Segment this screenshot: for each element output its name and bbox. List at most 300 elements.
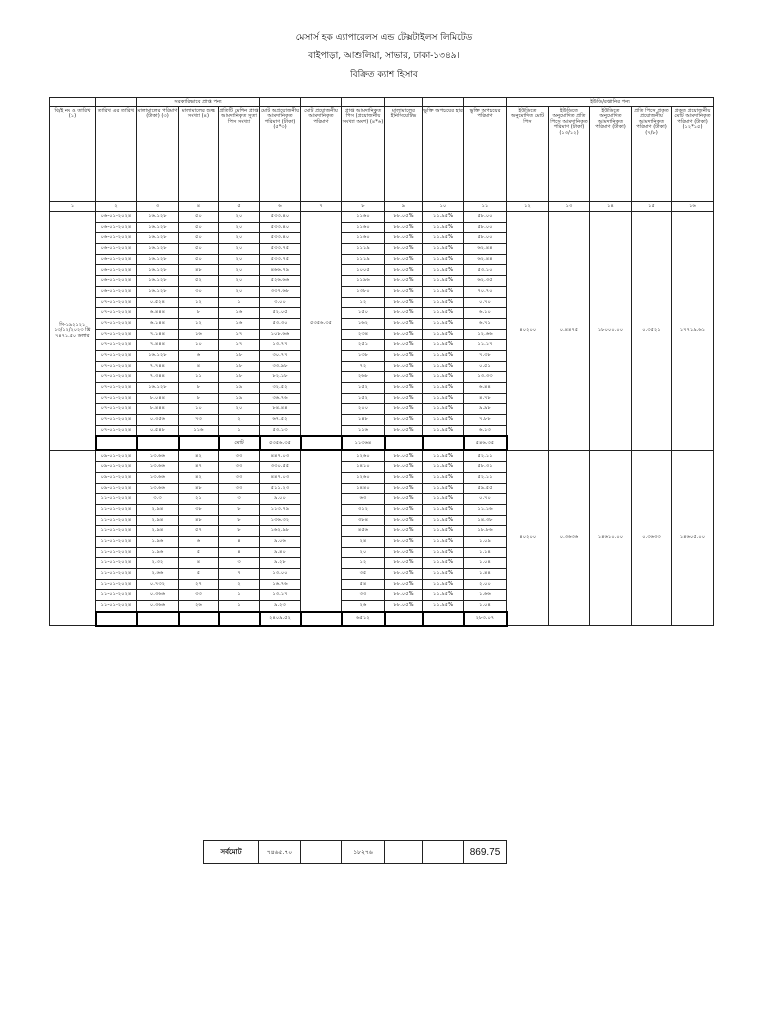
duty-count-cell: ৪ [179, 558, 219, 569]
export-col13-cell: ০.৩৬৩৬ [549, 450, 590, 625]
wastage-amount-cell: ৬.১৩ [464, 425, 507, 436]
piece-count-cell: ১৮ [219, 361, 260, 372]
duty-count-cell: ৫০ [179, 222, 219, 233]
wastage-rate-cell: ১১.৯৫% [423, 276, 464, 287]
column-header: মালামালের পরিমাণ (টাকা) (৩) [137, 107, 179, 202]
piece-count-cell: ৪ [219, 547, 260, 558]
document-title: বিক্রিত ক্যাশ হিসাব [350, 70, 418, 80]
piece-count-cell: ১৯ [219, 383, 260, 394]
total-amount-cell: ৫৩.১৩ [260, 425, 301, 436]
subtotal-empty [423, 612, 464, 626]
piece-count-cell: ৩৩ [219, 450, 260, 461]
wastage-rate-cell: ১১.৯৫% [423, 361, 464, 372]
date-cell: ০৯-০১-২০২৪ [96, 462, 137, 473]
piece-count-cell: ৩৩ [219, 483, 260, 494]
column-number: ১০ [423, 202, 464, 212]
wastage-amount-cell: ১.০৪ [464, 601, 507, 612]
wastage-amount-cell: ৭০.৭০ [464, 286, 507, 297]
amount-cell: ১৬.১২৮ [137, 265, 179, 276]
wastage-rate-cell: ১১.৯৫% [423, 404, 464, 415]
total-amount-cell: ৪৪৭.০৩ [260, 450, 301, 461]
subtotal-empty [301, 436, 342, 450]
date-cell: ১১-০১-২০২৪ [96, 590, 137, 601]
amount-cell: ৭.৪৪৪ [137, 340, 179, 351]
wastage-rate-cell: ১১.৯৫% [423, 425, 464, 436]
piece-count-cell: ৩৩ [219, 462, 260, 473]
column-number: ৭ [301, 202, 342, 212]
received-pieces-cell: ১৪৪০ [342, 483, 385, 494]
received-pieces-cell: ১২৬০ [342, 450, 385, 461]
column-header: ইউডিতে অনুমোদিত আমদানিকৃত পরিমাণ (টাকা) [590, 107, 632, 202]
total-amount-cell: ৮৪.৪৪ [260, 404, 301, 415]
amount-cell: ১.৯৬ [137, 547, 179, 558]
initiative-cell: ৮৮.০৫% [385, 504, 423, 515]
total-amount-cell: ৫৩৩.৭৫ [260, 244, 301, 255]
column-number-row [50, 202, 714, 212]
wastage-rate-cell: ১১.৯৫% [423, 318, 464, 329]
initiative-cell: ৮৮.০৫% [385, 515, 423, 526]
export-col13-cell: ০.৪৪৭৫ [549, 212, 590, 451]
duty-count-cell: ৩০ [179, 286, 219, 297]
cash-account-table [49, 97, 714, 627]
received-pieces-cell: ১৩৮ [342, 350, 385, 361]
duty-count-cell: ৫৭ [179, 526, 219, 537]
piece-count-cell: ১ [219, 297, 260, 308]
wastage-amount-cell: ৫২.১১ [464, 450, 507, 461]
export-col16-cell: ১৪৬০৫.০০ [672, 450, 714, 625]
wastage-rate-cell: ১১.৯৫% [423, 601, 464, 612]
total-amount-cell: ৩৩০.৫৫ [260, 462, 301, 473]
amount-cell: ১৩.৬৬ [137, 450, 179, 461]
column-header: মোট অপ্রয়োজনীয় আমদানিকৃত পরিমাণ (টাকা) (৫*৩) [260, 107, 301, 202]
piece-count-cell: ৭ [219, 569, 260, 580]
wastage-rate-cell: ১১.৯৫% [423, 579, 464, 590]
wastage-amount-cell: ৬২.৩৫ [464, 276, 507, 287]
date-cell: ০৯-০১-২০২৪ [96, 483, 137, 494]
column-number: ৬ [260, 202, 301, 212]
date-cell: ১১-০১-২০২৪ [96, 515, 137, 526]
wastage-amount-cell: ০.৫১ [464, 361, 507, 372]
total-amount-cell: ৫৩.৩০ [260, 318, 301, 329]
amount-cell: ১৬.১২৮ [137, 222, 179, 233]
duty-count-cell: ৭৩ [179, 415, 219, 426]
received-pieces-cell: ৭২ [342, 361, 385, 372]
subtotal-pieces: ১১৩৬৪ [342, 436, 385, 450]
total-amount-cell: ৩৩.৯৮ [260, 361, 301, 372]
amount-cell: ২.৬৬ [137, 569, 179, 580]
amount-cell: ১৬.১২৮ [137, 244, 179, 255]
duty-count-cell: ৪৮ [179, 515, 219, 526]
grand-total-empty [423, 841, 464, 864]
wastage-rate-cell: ১১.৯৫% [423, 547, 464, 558]
received-pieces-cell: ১১৬০ [342, 233, 385, 244]
received-pieces-cell: ১১৬০ [342, 212, 385, 223]
total-amount-cell: ৫২.০৫ [260, 308, 301, 319]
received-pieces-cell: ১১৯৬ [342, 276, 385, 287]
subtotal-empty [179, 436, 219, 450]
company-address: বাইপাড়া, আশুলিয়া, সাভার, ঢাকা-১৩৪৯। [308, 51, 460, 61]
wastage-rate-cell: ১১.৯৫% [423, 308, 464, 319]
duty-count-cell: ৫২ [179, 276, 219, 287]
duty-count-cell: ২৬ [179, 601, 219, 612]
column-number: ১১ [464, 202, 507, 212]
piece-count-cell: ১৮ [219, 350, 260, 361]
initiative-cell: ৮৮.০৫% [385, 462, 423, 473]
wastage-amount-cell: ১.৪৪ [464, 569, 507, 580]
wastage-amount-cell: ১১.১৬ [464, 504, 507, 515]
table-header [50, 98, 714, 212]
duty-count-cell: ১২ [179, 318, 219, 329]
total-amount-cell: ৯.০০ [260, 494, 301, 505]
piece-count-cell: ২০ [219, 244, 260, 255]
initiative-cell: ৮৮.০৫% [385, 372, 423, 383]
amount-cell: ০.৭৩২ [137, 579, 179, 590]
amount-cell: ০.৩৬৬ [137, 601, 179, 612]
total-amount-cell: ৩৩৭.৬৮ [260, 286, 301, 297]
date-cell: ১১-০১-২০২৪ [96, 494, 137, 505]
subtotal-label: মোট [219, 436, 260, 450]
wastage-rate-cell: ১১.৯৫% [423, 254, 464, 265]
received-pieces-cell: ৪৫৬ [342, 526, 385, 537]
initiative-cell: ৮৮.০৫% [385, 601, 423, 612]
initiative-cell: ৮৮.০৫% [385, 233, 423, 244]
wastage-rate-cell: ১১.৯৫% [423, 450, 464, 461]
amount-cell: ০.৫২৪ [137, 297, 179, 308]
wastage-rate-cell: ১১.৯৫% [423, 536, 464, 547]
received-pieces-cell: ৩১২ [342, 504, 385, 515]
wastage-amount-cell: ১.১৪ [464, 547, 507, 558]
piece-count-cell: ২০ [219, 265, 260, 276]
duty-count-cell: ৪৮ [179, 265, 219, 276]
initiative-cell: ৮৮.০৫% [385, 569, 423, 580]
subtotal-label [219, 612, 260, 626]
date-cell: ০৭-০১-২০২৪ [96, 350, 137, 361]
wastage-rate-cell: ১১.৯৫% [423, 558, 464, 569]
initiative-cell: ৮৮.০৫% [385, 350, 423, 361]
initiative-cell: ৮৮.০৫% [385, 222, 423, 233]
total-amount-cell: ১১৩.৭৯ [260, 504, 301, 515]
column-number: ২ [96, 202, 137, 212]
wastage-rate-cell: ১১.৯৫% [423, 504, 464, 515]
column-number: ১৩ [549, 202, 590, 212]
duty-count-cell: ৫০ [179, 254, 219, 265]
total-amount-cell: ৯.২৮ [260, 558, 301, 569]
wastage-rate-cell: ১১.৯৫% [423, 590, 464, 601]
received-pieces-cell: ১৪৮ [342, 415, 385, 426]
piece-count-cell: ২ [219, 415, 260, 426]
initiative-cell: ৮৮.০৫% [385, 383, 423, 394]
total-amount-cell: ৬৭.৫২ [260, 415, 301, 426]
initiative-cell: ৮৮.০৫% [385, 526, 423, 537]
required-amount-cell: ৫৩৫৬.৩৫ [301, 212, 342, 437]
wastage-rate-cell: ১১.৯৫% [423, 329, 464, 340]
received-pieces-cell: ১৩৮০ [342, 286, 385, 297]
wastage-rate-cell: ১১.৯৫% [423, 393, 464, 404]
initiative-cell: ৮৮.০৫% [385, 404, 423, 415]
amount-cell: ১৩.৬৬ [137, 472, 179, 483]
column-header: ইউডিতে অনুমোদিত মোট পিস [507, 107, 549, 202]
date-cell: ০৬-০১-২০২৪ [96, 286, 137, 297]
grand-total-pieces: ১৮২৭৬ [342, 841, 385, 864]
piece-count-cell: ২০ [219, 222, 260, 233]
wastage-amount-cell: ১.৬৬ [464, 590, 507, 601]
subtotal-empty [137, 612, 179, 626]
wastage-amount-cell: ৭.৩৮ [464, 350, 507, 361]
duty-count-cell: ১১৬ [179, 425, 219, 436]
total-amount-cell: ৩৬.৭৬ [260, 393, 301, 404]
wastage-amount-cell: ৫২.১১ [464, 472, 507, 483]
wastage-rate-cell: ১১.৯৫% [423, 297, 464, 308]
amount-cell: ০.৫৪৮ [137, 425, 179, 436]
column-header: ভুক্তি অপচয়ের হার [423, 107, 464, 202]
subtotal-empty [179, 612, 219, 626]
received-pieces-cell: ২৬৮ [342, 372, 385, 383]
initiative-cell: ৮৮.০৫% [385, 483, 423, 494]
export-col12-cell: ৪০২০০ [507, 212, 549, 451]
total-amount-cell: ৩০.৭৭ [260, 350, 301, 361]
received-pieces-cell: ১১৬ [342, 425, 385, 436]
column-number: ৮ [342, 202, 385, 212]
duty-count-cell: ৫০ [179, 244, 219, 255]
date-cell: ১১-০১-২০২৪ [96, 558, 137, 569]
column-header: প্রাপ্ত আমদানিকৃত পিস (প্রয়োজনীয় সংখ্যা অংশ) (৪*৬) [342, 107, 385, 202]
piece-count-cell: ১৭ [219, 340, 260, 351]
duty-count-cell: ১১ [179, 372, 219, 383]
wastage-amount-cell: ১৪.৩৮ [464, 515, 507, 526]
amount-cell: ৭.৩৪৪ [137, 372, 179, 383]
date-cell: ১১-০১-২০২৪ [96, 547, 137, 558]
total-amount-cell: ৫৩৩.৪০ [260, 222, 301, 233]
received-pieces-cell: ১৫২ [342, 393, 385, 404]
date-cell: ০৯-০১-২০২৪ [96, 472, 137, 483]
export-col16-cell: ১৭৭১৯.৬১ [672, 212, 714, 451]
initiative-cell: ৮৮.০৫% [385, 276, 423, 287]
grand-total-table [203, 840, 507, 864]
amount-cell: ৬.৪৪৪ [137, 308, 179, 319]
amount-cell: ১৬.১২৮ [137, 276, 179, 287]
column-number: ৪ [179, 202, 219, 212]
amount-cell: ৭.৭৪৪ [137, 361, 179, 372]
received-pieces-cell: ৫৪ [342, 579, 385, 590]
duty-count-cell: ১২ [179, 297, 219, 308]
duty-count-cell: ১০ [179, 404, 219, 415]
duty-count-cell: ৫ [179, 569, 219, 580]
date-cell: ০৭-০১-২০২৪ [96, 318, 137, 329]
piece-count-cell: ১৮ [219, 372, 260, 383]
amount-cell: ১৩.৬৬ [137, 462, 179, 473]
duty-count-cell: ৫ [179, 547, 219, 558]
piece-count-cell: ৩ [219, 494, 260, 505]
piece-count-cell: ১৯ [219, 393, 260, 404]
wastage-amount-cell: ১.০৯ [464, 536, 507, 547]
received-pieces-cell: ১৫২ [342, 383, 385, 394]
total-amount-cell: ৫১১.২৩ [260, 483, 301, 494]
piece-count-cell: ২০ [219, 286, 260, 297]
amount-cell: ১৩.৬৬ [137, 483, 179, 494]
wastage-amount-cell: ১২.৬৬ [464, 329, 507, 340]
wastage-amount-cell: ৫৯.৫৫ [464, 483, 507, 494]
total-amount-cell: ১৬২.৯৮ [260, 526, 301, 537]
piece-count-cell: ২০ [219, 233, 260, 244]
amount-cell: ০.৩৬৬ [137, 590, 179, 601]
initiative-cell: ৮৮.০৫% [385, 286, 423, 297]
initiative-cell: ৮৮.০৫% [385, 361, 423, 372]
duty-count-cell: ৪৭ [179, 462, 219, 473]
column-header: মালামালের শুল্ক সংখ্যা (৪) [179, 107, 219, 202]
wastage-rate-cell: ১১.৯৫% [423, 265, 464, 276]
table-body [50, 212, 714, 626]
duty-count-cell: ১৬ [179, 329, 219, 340]
total-amount-cell: ৫৩৩.৪০ [260, 233, 301, 244]
subtotal-empty [96, 436, 137, 450]
wastage-rate-cell: ১১.৯৫% [423, 372, 464, 383]
initiative-cell: ৮৮.০৫% [385, 590, 423, 601]
total-amount-cell: ৯.৪০ [260, 547, 301, 558]
duty-count-cell: ৮ [179, 393, 219, 404]
piece-count-cell: ১ [219, 601, 260, 612]
column-header: মোট প্রয়োজনীয় আমদানিকৃত পরিমাণ [301, 107, 342, 202]
group-header-received: সরকারিভাবে প্রাপ্ত পন্য [137, 98, 260, 107]
wastage-amount-cell: ৫৩.১০ [464, 265, 507, 276]
initiative-cell: ৮৮.০৫% [385, 472, 423, 483]
column-header: ভুক্তি অপচয়ের পরিমাণ [464, 107, 507, 202]
subtotal-empty [385, 612, 423, 626]
total-amount-cell: ৩২.৫২ [260, 383, 301, 394]
date-cell: ০৭-০১-২০২৪ [96, 329, 137, 340]
received-pieces-cell: ১১১৯ [342, 244, 385, 255]
total-amount-cell: ৫৩৩.৪০ [260, 212, 301, 223]
duty-count-cell: ৬ [179, 350, 219, 361]
amount-cell: ৮.৪৪৪ [137, 404, 179, 415]
initiative-cell: ৮৮.০৫% [385, 297, 423, 308]
date-cell: ১১-০১-২০২৪ [96, 526, 137, 537]
column-header: প্রতিটি মেশিন প্রাপ্ত আমদানিকৃত সুতা পিস সংখ্যা [219, 107, 260, 202]
total-amount-cell: ১৬.৭৬ [260, 579, 301, 590]
received-pieces-cell: ৩৩ [342, 590, 385, 601]
duty-count-cell: ৫০ [179, 233, 219, 244]
received-pieces-cell: ২৩৪ [342, 329, 385, 340]
wastage-amount-cell: ৬২.৪৪ [464, 244, 507, 255]
date-cell: ১১-০১-২০২৪ [96, 579, 137, 590]
subtotal-empty [137, 436, 179, 450]
piece-count-cell: ২০ [219, 404, 260, 415]
subtotal-empty [96, 612, 137, 626]
received-pieces-cell: ১৪১০ [342, 462, 385, 473]
initiative-cell: ৮৮.০৫% [385, 393, 423, 404]
subtotal-pieces: ৬৫১২ [342, 612, 385, 626]
total-amount-cell: ১০৮.৬৬ [260, 329, 301, 340]
wastage-rate-cell: ১১.৯৫% [423, 212, 464, 223]
amount-cell: ০.৩৫৬ [137, 415, 179, 426]
wastage-amount-cell: ৫৮.৩১ [464, 462, 507, 473]
table-row [50, 450, 714, 461]
wastage-rate-cell: ১১.৯৫% [423, 462, 464, 473]
received-pieces-cell: ১৬২ [342, 318, 385, 329]
wastage-amount-cell: ১৩.৩৩ [464, 372, 507, 383]
received-pieces-cell: ২৫১ [342, 340, 385, 351]
amount-cell: ৩.৩ [137, 494, 179, 505]
wastage-amount-cell: ২.০০ [464, 579, 507, 590]
total-amount-cell: ৫২৬.৬৬ [260, 276, 301, 287]
received-pieces-cell: ১২ [342, 297, 385, 308]
wastage-amount-cell: ৯.৯৮ [464, 404, 507, 415]
be-number-cell [50, 450, 96, 625]
grand-total-empty [301, 841, 342, 864]
amount-cell: ১৬.১২৮ [137, 254, 179, 265]
piece-count-cell: ৪ [219, 536, 260, 547]
piece-count-cell: ৮ [219, 526, 260, 537]
piece-count-cell: ২ [219, 579, 260, 590]
amount-cell: ১৬.১২৮ [137, 286, 179, 297]
column-header: বি/ই নং ও তারিখ (১) [50, 107, 96, 202]
export-col12-cell: ৪০২০০ [507, 450, 549, 625]
wastage-amount-cell: ১৮.৮৬ [464, 526, 507, 537]
received-pieces-cell: ১১১৯ [342, 254, 385, 265]
wastage-amount-cell: ৫৮.০০ [464, 222, 507, 233]
initiative-cell: ৮৮.০৫% [385, 254, 423, 265]
wastage-amount-cell: ০.৭০ [464, 297, 507, 308]
duty-count-cell: ৬ [179, 536, 219, 547]
wastage-rate-cell: ১১.৯৫% [423, 483, 464, 494]
wastage-rate-cell: ১১.৯৫% [423, 494, 464, 505]
received-pieces-cell: ১০০৫ [342, 265, 385, 276]
table-row [50, 212, 714, 223]
initiative-cell: ৮৮.০৫% [385, 536, 423, 547]
date-cell: ০৬-০১-২০২৪ [96, 212, 137, 223]
date-cell: ০৭-০১-২০২৪ [96, 308, 137, 319]
wastage-amount-cell: ৫৮.০০ [464, 233, 507, 244]
date-cell: ০৭-০১-২০২৪ [96, 425, 137, 436]
date-cell: ১১-০১-২০২৪ [96, 569, 137, 580]
initiative-cell: ৮৮.০৫% [385, 494, 423, 505]
amount-cell: ৮.০৪৪ [137, 393, 179, 404]
received-pieces-cell: ৩৫ [342, 569, 385, 580]
column-header: প্রতি পিসে প্রকৃত প্রয়োজনীয় আমদানিকৃত পরিমাণ (টাকা) (৭/৮) [632, 107, 672, 202]
export-col14-cell: ১৮০০০.০০ [590, 212, 632, 451]
initiative-cell: ৮৮.০৫% [385, 547, 423, 558]
column-number: ১৫ [632, 202, 672, 212]
duty-count-cell: ২১ [179, 494, 219, 505]
piece-count-cell: ৩ [219, 558, 260, 569]
amount-cell: ১.৯৬ [137, 536, 179, 547]
total-amount-cell: ৪৬৬.৭৯ [260, 265, 301, 276]
received-pieces-cell: ২০০ [342, 404, 385, 415]
date-cell: ১১-০১-২০২৪ [96, 536, 137, 547]
duty-count-cell: ৪২ [179, 472, 219, 483]
total-amount-cell: ৫৩৩.৭৫ [260, 254, 301, 265]
wastage-amount-cell: ৬.১০ [464, 308, 507, 319]
initiative-cell: ৮৮.০৫% [385, 329, 423, 340]
piece-count-cell: ১৭ [219, 329, 260, 340]
wastage-amount-cell: ১.০৪ [464, 558, 507, 569]
export-col14-cell: ১৪৬১০.০০ [590, 450, 632, 625]
date-cell: ০৭-০১-২০২৪ [96, 340, 137, 351]
group-header-export: ইউডি/রপ্তানির পন্য [507, 98, 714, 107]
column-number: ১২ [507, 202, 549, 212]
piece-count-cell: ১৬ [219, 318, 260, 329]
column-number: ১ [50, 202, 96, 212]
initiative-cell: ৮৮.০৫% [385, 415, 423, 426]
amount-cell: ১৬.১২৮ [137, 233, 179, 244]
initiative-cell: ৮৮.০৫% [385, 340, 423, 351]
subtotal-amount: ২৪০৯.৫২ [260, 612, 301, 626]
date-cell: ০৯-০১-২০২৪ [96, 450, 137, 461]
amount-cell: ২.৯৪ [137, 504, 179, 515]
piece-count-cell: ২০ [219, 254, 260, 265]
required-amount-cell [301, 450, 342, 611]
received-pieces-cell: ১২ [342, 558, 385, 569]
piece-count-cell: ১৬ [219, 308, 260, 319]
